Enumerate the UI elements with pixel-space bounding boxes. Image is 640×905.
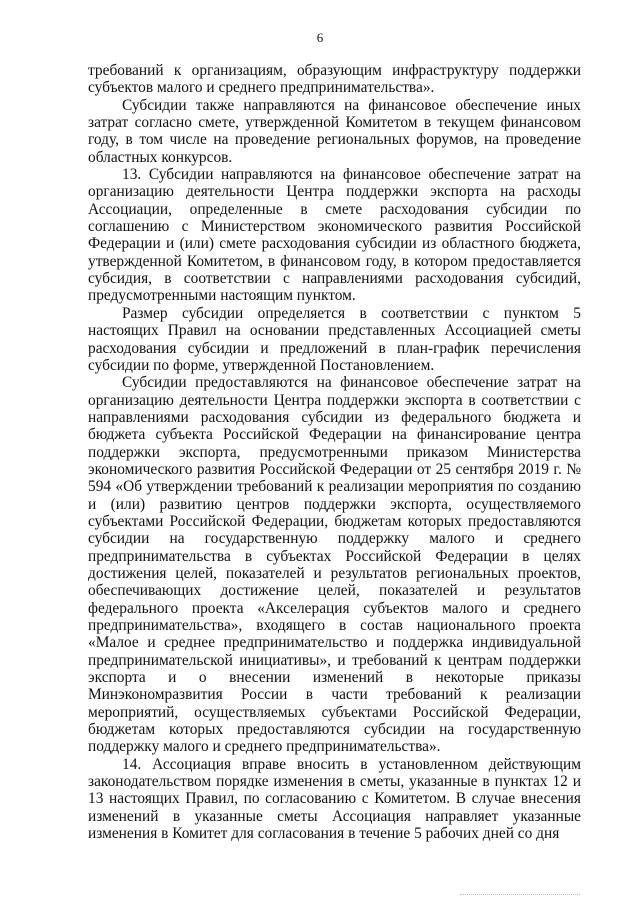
page-number: 6: [316, 30, 324, 45]
paragraph-subsidy-size: Размер субсидии определяется в соответствии с пунктом 5 настоящих Правил на основании представленных Ассоциацией сметы расходования субсидии и предложений в план-график перечисления субсидии по форме, утвержденной Постановлением.: [88, 304, 581, 374]
paragraph-export-center-funding: Субсидии предоставляются на финансовое обеспечение затрат на организацию деятельности Центра поддержки экспорта в соответствии с направлениями расходования субсидии из федерального бюджета и бюджета субъекта Российской Федерации на финансирование центра поддержки экспорта, предусмотренными приказом Министерства экономического развития Российской Федерации от 25 сентября 2019 г. № 594 «Об утверждении требований к реализации мероприятия по созданию и (или) развитию центров поддержки экспорта, осуществляемого субъектами Российской Федерации, бюджетам которых предоставляются субсидии на государственную поддержку малого и среднего предпринимательства в субъектах Российской Федерации в целях достижения целей, показателей и результатов региональных проектов, обеспечивающих достижение целей, показателей и результатов федерального проекта «Акселерация субъектов малого и среднего предпринимательства», входящего в состав национального проекта «Малое и среднее предпринимательство и поддержка индивидуальной предпринимательской инициативы», и требований к центрам поддержки экспорта и о внесении изменений в некоторые приказы Минэкономразвития России в части требований к реализации мероприятий, осуществляемых субъектами Российской Федерации, бюджетам которых предоставляются субсидии на государственную поддержку малого и среднего предпринимательства».: [88, 374, 581, 756]
paragraph-item-13: 13. Субсидии направляются на финансовое обеспечение затрат на организацию деятельности Центра поддержки экспорта на расходы Ассоциации, определенные в смете расходования субсидии по соглашению с Министерством экономического развития Российской Федерации и (или) смете расходования субсидии из областного бюджета, утвержденной Комитетом, в финансовом году, в котором предоставляется субсидия, в соответствии с направлениями расходования субсидий, предусмотренными настоящим пунктом.: [88, 166, 581, 305]
document-body: [88, 62, 581, 842]
paragraph-item-14: 14. Ассоциация вправе вносить в установленном действующим законодательством порядке изменения в сметы, указанные в пунктах 12 и 13 настоящих Правил, по согласованию с Комитетом. В случае внесения изменений в указанные сметы Ассоциация направляет указанные изменения в Комитет для согласования в течение 5 рабочих дней со дня: [88, 755, 581, 843]
scan-artifact-line: [460, 894, 580, 896]
paragraph-continuation: требований к организациям, образующим инфраструктуру поддержки субъектов малого и среднего предпринимательства».: [88, 62, 581, 97]
paragraph-subsidies-other-costs: Субсидии также направляются на финансовое обеспечение иных затрат согласно смете, утвержденной Комитетом в текущем финансовом году, в том числе на проведение региональных форумов, на проведение областных конкурсов.: [88, 96, 581, 166]
